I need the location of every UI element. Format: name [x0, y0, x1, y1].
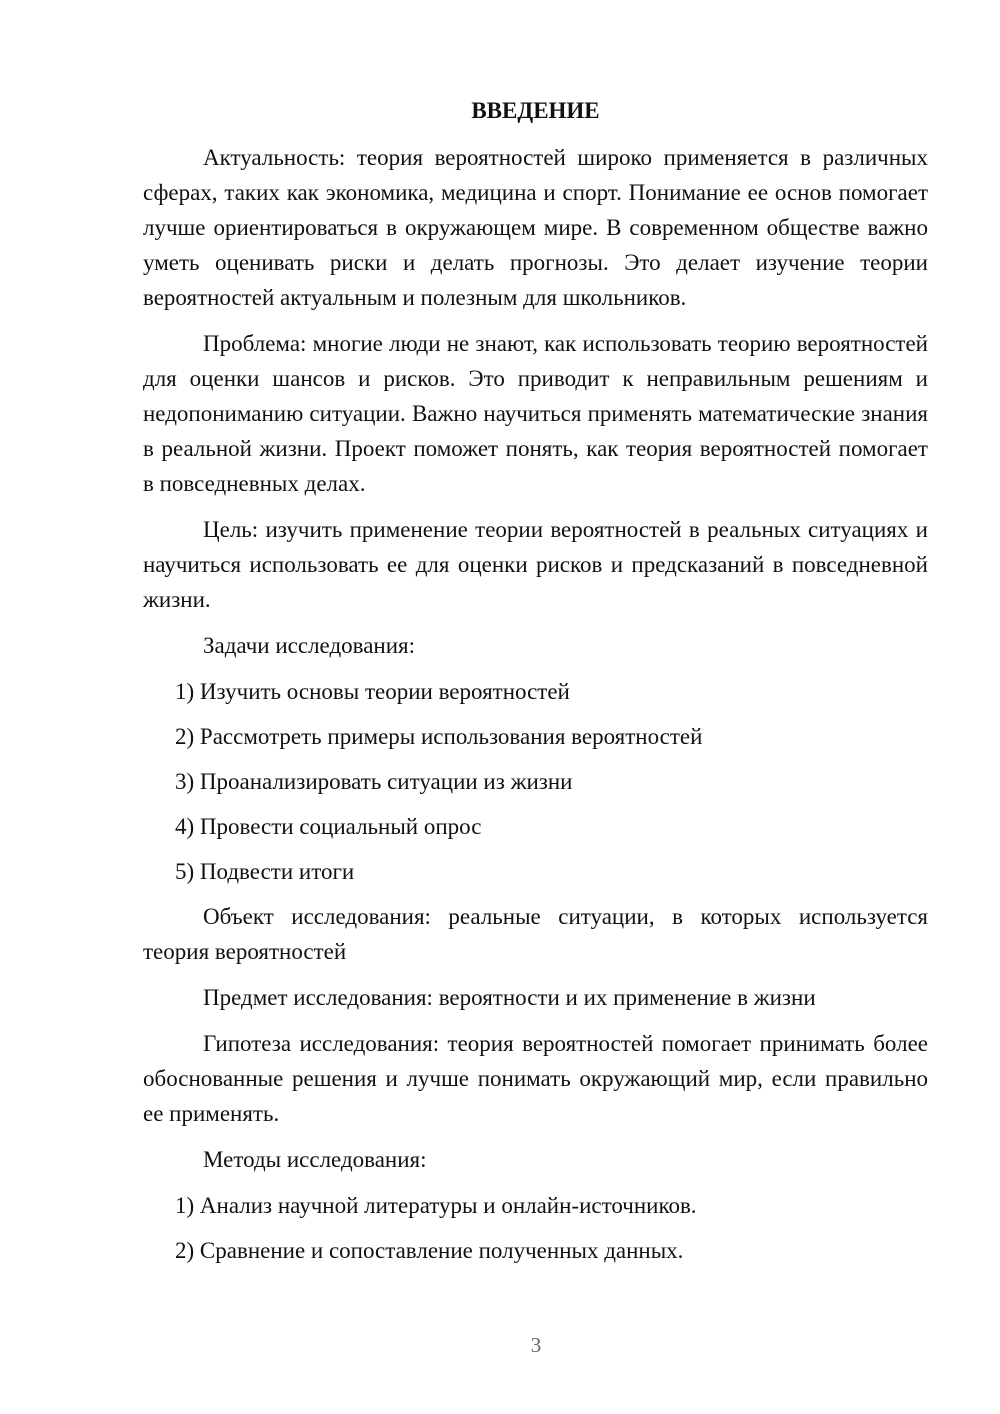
task-item: 2) Рассмотреть примеры использования вероятностей: [175, 724, 703, 749]
goal-paragraph: Цель: изучить применение теории вероятностей в реальных ситуациях и научиться использовать ее для оценки рисков и предсказаний в повседневной жизни.: [143, 517, 928, 612]
document-page: [143, 96, 928, 1278]
section-heading: ВВЕДЕНИЕ: [471, 98, 600, 123]
tasks-label: Задачи исследования:: [203, 633, 416, 658]
object-paragraph: Объект исследования: реальные ситуации, в которых используется теория вероятностей: [143, 904, 928, 964]
methods-label: Методы исследования:: [203, 1147, 427, 1172]
problem-paragraph: Проблема: многие люди не знают, как использовать теорию вероятностей для оценки шансов и рисков. Это приводит к неправильным решениям и недопониманию ситуации. Важно научиться применять математические знания в реальной жизни. Проект поможет понять, как теория вероятностей помогает в повседневных делах.: [143, 331, 928, 496]
task-item: 4) Провести социальный опрос: [175, 814, 482, 839]
task-item: 5) Подвести итоги: [175, 859, 355, 884]
task-item: 1) Изучить основы теории вероятностей: [175, 679, 570, 704]
page-number: 3: [530, 1333, 542, 1357]
method-item: 2) Сравнение и сопоставление полученных данных.: [175, 1238, 684, 1263]
subject-paragraph: Предмет исследования: вероятности и их применение в жизни: [203, 985, 816, 1010]
method-item: 1) Анализ научной литературы и онлайн-источников.: [175, 1193, 697, 1218]
hypothesis-paragraph: Гипотеза исследования: теория вероятностей помогает принимать более обоснованные решения и лучше понимать окружающий мир, если правильно ее применять.: [143, 1031, 928, 1126]
relevance-paragraph: Актуальность: теория вероятностей широко применяется в различных сферах, таких как экономика, медицина и спорт. Понимание ее основ помогает лучше ориентироваться в окружающем мире. В современном обществе важно уметь оценивать риски и делать прогнозы. Это делает изучение теории вероятностей актуальным и полезным для школьников.: [143, 145, 928, 310]
task-item: 3) Проанализировать ситуации из жизни: [175, 769, 573, 794]
